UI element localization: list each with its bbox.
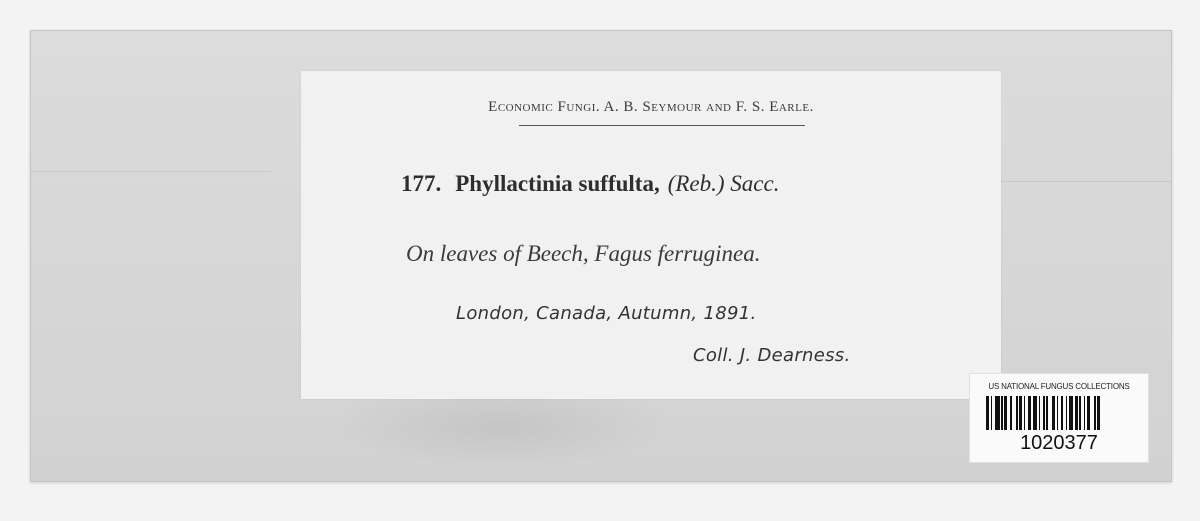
barcode-bars <box>986 396 1134 430</box>
packet-fold-right <box>971 181 1171 182</box>
header-underline <box>519 125 805 126</box>
barcode-label <box>969 373 1149 463</box>
specimen-packet <box>30 30 1172 482</box>
host-line: On leaves of Beech, Fagus ferruginea. <box>406 241 761 266</box>
species-name: Phyllactinia suffulta, <box>455 171 660 196</box>
label-header: Economic Fungi. A. B. Seymour and F. S. Earle. <box>488 99 814 115</box>
barcode-caption: US NATIONAL FUNGUS COLLECTIONS <box>988 382 1130 391</box>
packet-fold-left <box>31 171 271 172</box>
species-authority: (Reb.) Sacc. <box>667 171 780 196</box>
barcode-number: 1020377 <box>1020 432 1098 454</box>
species-line <box>401 171 779 197</box>
collector-line: Coll. J. Dearness. <box>693 345 851 366</box>
exsiccata-number: 177. <box>401 171 442 196</box>
locality-line: London, Canada, Autumn, 1891. <box>456 303 757 324</box>
specimen-label <box>301 71 1001 399</box>
